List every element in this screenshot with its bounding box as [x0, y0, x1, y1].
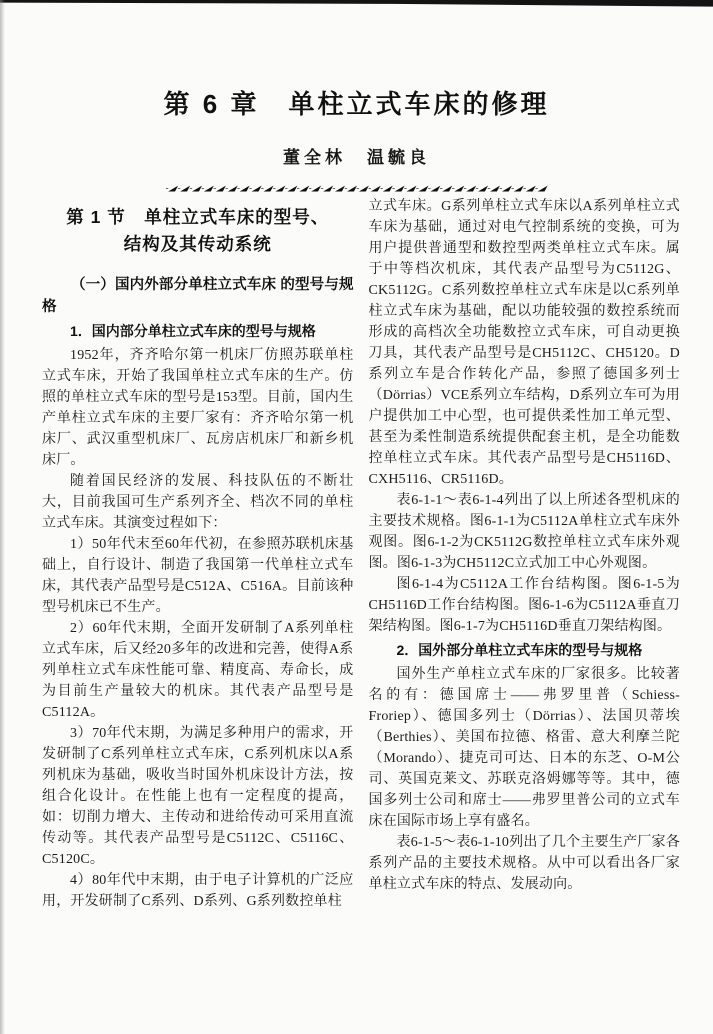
scan-edge-top: [0, 0, 713, 7]
paragraph-figures: 图6-1-4为C5112A工作台结构图。图6-1-5为CH5116D工作台结构图。图6-1-6为C5112A垂直刀架结构图。图6-1-7为CH5116D垂直刀架结构图。: [368, 577, 680, 634]
authors-line: 董全林 温毓良: [283, 148, 430, 168]
paragraph-stage-2: 2）60年代末期，全面开发研制了A系列单柱立式车床，后又经20多年的改进和完善，使得A系列单柱立式车床性能可靠、精度高、寿命长，成为目前生产量较大的机床。其代表产品型号是C5112A。: [42, 621, 354, 720]
item-heading-foreign: 2．国外部分单柱立式车床的型号与规格: [396, 642, 643, 658]
paragraph-tables-foreign: 表6-1-5～表6-1-10列出了几个主要生产厂家各系列产品的主要技术规格。从中可以看出各厂家单柱立式车床的特点、发展动向。: [368, 835, 680, 892]
paragraph-foreign-makers: 国外生产单柱立式车床的厂家很多。比较著名的有：德国席士——弗罗里普（Schiess-Froriep）、德国多列士（Dörrias）、法国贝蒂埃（Berthies）、美国布拉德、格雷、意大利摩兰陀（Morando）、捷克司可达、日本的东芝、O-M公司、英国克莱文、苏联克洛姆娜等等。其中，德国多列士公司和席士——弗罗里普公司的立式车床在国际市场上享有盛名。: [368, 667, 680, 829]
section-heading-line2: 结构及其传动系统: [123, 234, 272, 254]
paragraph-stage-1: 1）50年代末至60年代初，在参照苏联机床基础上，自行设计、制造了我国第一代单柱立式车床，其代表产品型号是C512A、C516A。目前该种型号机床已不生产。: [42, 537, 354, 615]
chapter-title: 第 6 章 单柱立式车床的修理: [163, 89, 550, 120]
section-heading-line1: 第 1 节 单柱立式车床的型号、: [66, 207, 330, 227]
left-column: [42, 196, 354, 912]
ornament-divider: -◢-◢-◢-◢-◢-◢-◢-◢-◢-◢-◢-◢-◢-◢-◢-◢-◢-◢-◢-◢-◢-◢-◢-◢-◢-◢-◢-◢-◢-◢-◢-◢: [163, 184, 550, 193]
paragraph-development: 随着国民经济的发展、科技队伍的不断壮大，目前我国可生产系列齐全、档次不同的单柱立式车床。其演变过程如下：: [42, 474, 354, 531]
paragraph-stage-3: 3）70年代末期，为满足多种用户的需求，开发研制了C系列单柱立式车床，C系列机床以A系列机床为基础，吸收当时国外机床设计方法，按组合化设计。在性能上也有一定程度的提高，如：切削力增大、主传动和进给传动可采用直流传动等。其代表产品型号是C5112C、C5116C、C5120C。: [42, 726, 354, 867]
section-heading: [42, 204, 354, 258]
paragraph-stage-4: 4）80年代中末期，由于电子计算机的广泛应用，开发研制了C系列、D系列、G系列数控单柱: [42, 873, 354, 909]
paragraph-history-1952: 1952年，齐齐哈尔第一机床厂仿照苏联单柱立式车床，开始了我国单柱立式车床的生产。仿照的单柱立式车床的型号是153型。目前，国内生产单柱立式车床的主要厂家有：齐齐哈尔第一机床厂、武汉重型机床厂、瓦房店机床厂和新乡机床厂。: [42, 348, 354, 468]
paragraph-tables-domestic: 表6-1-1～表6-1-4列出了以上所述各型机床的主要技术规格。图6-1-1为C5112A单柱立式车床外观图。图6-1-2为CK5112G数控单柱立式车床外观图。图6-1-3为CH5112C立式加工中心外观图。: [368, 493, 680, 571]
group-heading-domestic-foreign: （一）国内外部分单柱立式车床 的型号与规格: [42, 277, 354, 315]
right-column: [369, 196, 681, 912]
two-column-body: [42, 196, 680, 912]
scan-edge-left: [0, 0, 5, 1034]
paragraph-stage-4-continued: 立式车床。G系列单柱立式车床以A系列单柱立式车床为基础，通过对电气控制系统的变换，可为用户提供普通型和数控型两类单柱立式车床。属于中等档次机床，其代表产品型号为C5112G、CK5112G。C系列数控单柱立式车床是以C系列单柱立式车床为基础，配以功能较强的数控系统而形成的高档次全功能数控立式车床，可自动更换刀具，其代表产品型号是CH5112C、CH5120。D系列立车是合作转化产品，参照了德国多列士（Dörrias）VCE系列立车结构，D系列立车可为用户提供加工中心型，也可提供柔性加工单元型、甚至为柔性制造系统提供配套主机，是全功能数控单柱立式车床。其代表产品型号是CH5116D、CXH5116、CR5116D。: [368, 199, 680, 487]
item-heading-domestic: 1．国内部分单柱立式车床的型号与规格: [70, 323, 316, 339]
